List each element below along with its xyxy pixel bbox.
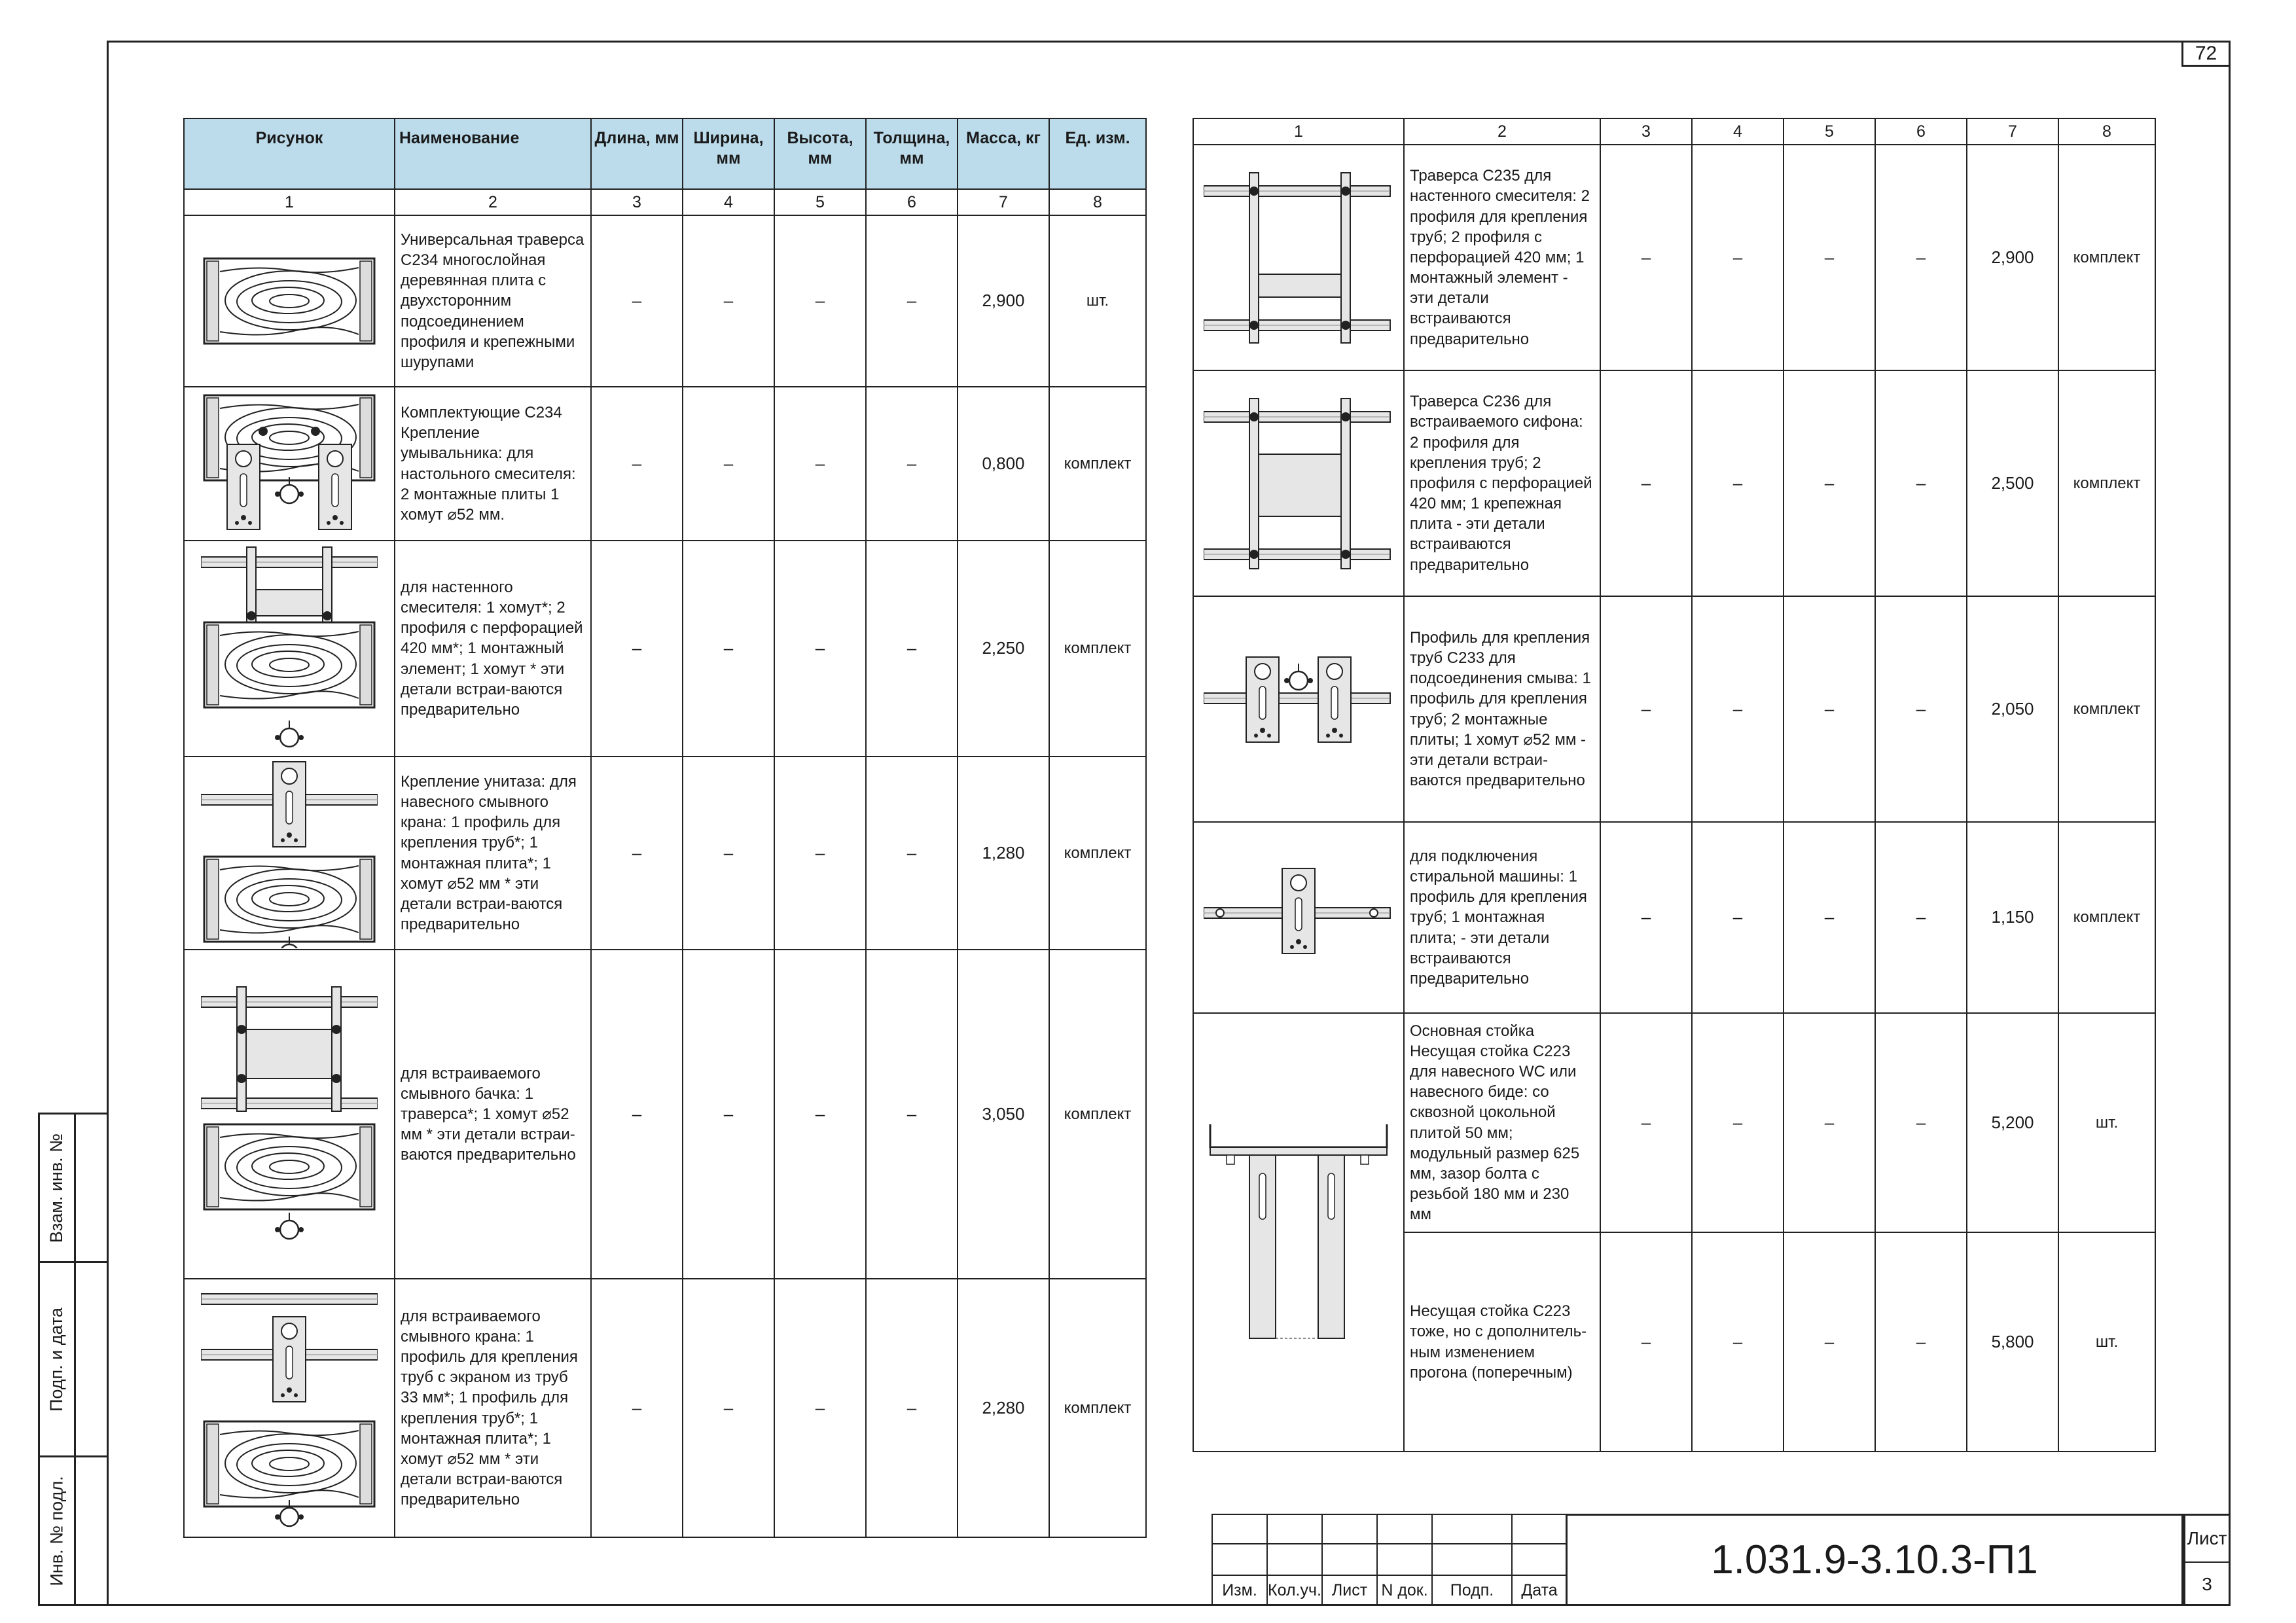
left-colnum-row: [184, 189, 1146, 215]
colnum: 4: [683, 189, 774, 215]
sidebar-inv-label: Инв. № подл.: [46, 1475, 67, 1586]
sidebar-inv: [38, 1455, 109, 1606]
colnum: 8: [2058, 118, 2155, 145]
item-width: –: [683, 757, 774, 950]
header-name: Наименование: [395, 118, 591, 189]
item-thickness: –: [866, 757, 958, 950]
figure-cell: [184, 950, 395, 1279]
traverse-c235-drawing: [1204, 160, 1393, 356]
item-length: –: [1600, 822, 1692, 1013]
tb-label-list: Лист: [1321, 1575, 1378, 1606]
item-width: –: [683, 387, 774, 541]
figure-cell: [184, 757, 395, 950]
item-mass: 2,280: [958, 1279, 1049, 1537]
support-post-c223-drawing: [1204, 1121, 1393, 1344]
item-name: Универсальная траверса С234 многослойная деревянная плита с двухсторонним подсоединением профиля и крепежными шурупами: [395, 215, 591, 387]
header-thickness: Толщина, мм: [866, 118, 958, 189]
item-unit: комплект: [1049, 541, 1146, 757]
item-mass: 2,900: [1967, 145, 2058, 370]
figure-cell: [1193, 822, 1404, 1013]
right-colnum-row: [1193, 118, 2155, 145]
wood-plate-drawing: [201, 255, 378, 347]
item-thickness: –: [1875, 145, 1967, 370]
item-mass: 2,250: [958, 541, 1049, 757]
tb-label-podp: Подп.: [1431, 1575, 1513, 1606]
cistern-fixing-drawing: [201, 984, 378, 1245]
sidebar-podp-label: Подп. и дата: [46, 1307, 67, 1412]
item-name: Комплектующие С234 Крепление умывальника: для настольного смесителя: 2 монтажные плиты 1 хомут ⌀52 мм.: [395, 387, 591, 541]
item-thickness: –: [866, 541, 958, 757]
tb-label-izm: Изм.: [1211, 1575, 1268, 1606]
item-thickness: –: [866, 215, 958, 387]
washing-machine-fixing-drawing: [1204, 855, 1393, 980]
item-width: –: [683, 1279, 774, 1537]
item-width: –: [683, 541, 774, 757]
figure-cell: [184, 541, 395, 757]
item-thickness: –: [1875, 596, 1967, 822]
figure-cell: [184, 387, 395, 541]
table-row: [1193, 596, 2155, 822]
item-length: –: [591, 387, 683, 541]
item-height: –: [774, 541, 866, 757]
item-height: –: [774, 215, 866, 387]
figure-cell: [1193, 596, 1404, 822]
colnum: 3: [1600, 118, 1692, 145]
item-unit: комплект: [1049, 1279, 1146, 1537]
page-number: 72: [2181, 41, 2231, 67]
item-height: –: [774, 1279, 866, 1537]
side-stamp: [38, 1113, 109, 1606]
item-thickness: –: [866, 1279, 958, 1537]
item-length: –: [1600, 1013, 1692, 1232]
item-length: –: [1600, 370, 1692, 596]
item-thickness: –: [866, 950, 958, 1279]
colnum: 7: [1967, 118, 2058, 145]
item-thickness: –: [1875, 370, 1967, 596]
item-unit: шт.: [1049, 215, 1146, 387]
table-row: [1193, 822, 2155, 1013]
item-unit: шт.: [2058, 1013, 2155, 1232]
item-mass: 5,800: [1967, 1232, 2058, 1452]
figure-cell: [184, 1279, 395, 1537]
item-thickness: –: [1875, 1232, 1967, 1452]
table-row: [184, 1279, 1146, 1537]
item-length: –: [1600, 145, 1692, 370]
document-number: 1.031.9-3.10.3-П1: [1566, 1514, 2183, 1606]
item-height: –: [1784, 145, 1875, 370]
item-height: –: [1784, 822, 1875, 1013]
item-name: Профиль для крепления труб С233 для подсоединения смыва: 1 профиль для крепления труб; 2 монтажные плиты; 1 хомут ⌀52 мм - эти детали встраи-ваются предварительно: [1404, 596, 1600, 822]
wc-flush-valve-fixing-drawing: [201, 758, 378, 948]
item-mass: 5,200: [1967, 1013, 2058, 1232]
header-unit: Ед. изм.: [1049, 118, 1146, 189]
sidebar-vzam: [38, 1113, 109, 1263]
item-width: –: [1692, 1013, 1784, 1232]
item-length: –: [591, 757, 683, 950]
item-unit: комплект: [2058, 370, 2155, 596]
item-thickness: –: [1875, 1013, 1967, 1232]
sidebar-vzam-label: Взам. инв. №: [46, 1133, 67, 1243]
item-height: –: [1784, 1013, 1875, 1232]
item-length: –: [591, 541, 683, 757]
colnum: 7: [958, 189, 1049, 215]
item-width: –: [1692, 1232, 1784, 1452]
colnum: 1: [184, 189, 395, 215]
item-width: –: [1692, 822, 1784, 1013]
table-row: [184, 387, 1146, 541]
figure-cell: [184, 215, 395, 387]
traverse-c236-drawing: [1204, 385, 1393, 582]
item-unit: шт.: [2058, 1232, 2155, 1452]
item-mass: 1,280: [958, 757, 1049, 950]
item-height: –: [1784, 370, 1875, 596]
item-length: –: [1600, 1232, 1692, 1452]
tb-label-ndok: N док.: [1376, 1575, 1433, 1606]
item-thickness: –: [866, 387, 958, 541]
item-length: –: [1600, 596, 1692, 822]
item-width: –: [1692, 370, 1784, 596]
table-row: [1193, 1013, 2155, 1232]
table-row: [1193, 370, 2155, 596]
figure-cell: [1193, 370, 1404, 596]
item-name: для встраиваемого смывного крана: 1 профиль для крепления труб с экраном из труб 33 мм*; 1 профиль для крепления труб*; 1 монтажная плита*; 1 хомут ⌀52 мм * эти детали встраи-ваются предварительно: [395, 1279, 591, 1537]
colnum: 1: [1193, 118, 1404, 145]
pipe-profile-c233-drawing: [1204, 644, 1393, 775]
item-name: для подключения стиральной машины: 1 профиль для крепления труб; 1 монтажная плита; - эти детали встраиваются предварительно: [1404, 822, 1600, 1013]
colnum: 4: [1692, 118, 1784, 145]
table-row: [184, 215, 1146, 387]
item-unit: комплект: [2058, 145, 2155, 370]
colnum: 2: [1404, 118, 1600, 145]
header-height: Высота, мм: [774, 118, 866, 189]
item-name: Крепление унитаза: для навесного смывного крана: 1 профиль для крепления труб*; 1 монтажная плита*; 1 хомут ⌀52 мм * эти детали встраи-ваются предварительно: [395, 757, 591, 950]
figure-cell: [1193, 1013, 1404, 1452]
item-name: Основная стойка Несущая стойка С223 для навесного WC или навесного биде: со сквозной цокольной плитой 50 мм; модульный размер 625 мм, зазор болта с резьбой 180 мм и 230 мм: [1404, 1013, 1600, 1232]
item-height: –: [1784, 1232, 1875, 1452]
item-mass: 0,800: [958, 387, 1049, 541]
left-spec-table: [183, 118, 1147, 1538]
item-height: –: [774, 757, 866, 950]
left-header-row: [184, 118, 1146, 189]
item-length: –: [591, 215, 683, 387]
item-width: –: [683, 215, 774, 387]
header-length: Длина, мм: [591, 118, 683, 189]
item-width: –: [1692, 596, 1784, 822]
sidebar-podp: [38, 1261, 109, 1457]
washbasin-fixing-drawing: [201, 392, 378, 536]
item-unit: комплект: [2058, 596, 2155, 822]
item-name: Несущая стойка С223 тоже, но с дополнитель-ным изменением прогона (поперечным): [1404, 1232, 1600, 1452]
colnum: 5: [774, 189, 866, 215]
item-width: –: [683, 950, 774, 1279]
item-name: Траверса С235 для настенного смесителя: 2 профиля для крепления труб; 2 профиля с перфорацией 420 мм; 1 монтажный элемент - эти детали встраиваются предварительно: [1404, 145, 1600, 370]
item-mass: 2,500: [1967, 370, 2058, 596]
colnum: 6: [1875, 118, 1967, 145]
item-mass: 3,050: [958, 950, 1049, 1279]
item-unit: комплект: [1049, 387, 1146, 541]
sheet-number: 3: [2202, 1574, 2212, 1594]
header-figure: Рисунок: [184, 118, 395, 189]
item-name: для встраиваемого смывного бачка: 1 траверса*; 1 хомут ⌀52 мм * эти детали встраи-ваются предварительно: [395, 950, 591, 1279]
sheet-label: Лист: [2185, 1516, 2229, 1563]
colnum: 6: [866, 189, 958, 215]
colnum: 5: [1784, 118, 1875, 145]
item-thickness: –: [1875, 822, 1967, 1013]
item-unit: комплект: [2058, 822, 2155, 1013]
item-unit: комплект: [1049, 757, 1146, 950]
item-mass: 2,900: [958, 215, 1049, 387]
item-mass: 1,150: [1967, 822, 2058, 1013]
figure-cell: [1193, 145, 1404, 370]
tb-label-data: Дата: [1511, 1575, 1568, 1606]
item-unit: комплект: [1049, 950, 1146, 1279]
header-mass: Масса, кг: [958, 118, 1049, 189]
item-height: –: [774, 950, 866, 1279]
colnum: 3: [591, 189, 683, 215]
item-height: –: [774, 387, 866, 541]
item-name: Траверса С236 для встраиваемого сифона: 2 профиля для крепления труб; 2 профиля с перфорацией 420 мм; 1 крепежная плита - эти детали встраиваются предварительно: [1404, 370, 1600, 596]
table-row: [184, 950, 1146, 1279]
right-spec-table: [1193, 118, 2156, 1452]
colnum: 8: [1049, 189, 1146, 215]
header-width: Ширина, мм: [683, 118, 774, 189]
tb-label-koluch: Кол.уч.: [1266, 1575, 1323, 1606]
item-name: для настенного смесителя: 1 хомут*; 2 профиля с перфорацией 420 мм*; 1 монтажный элемент; 1 хомут * эти детали встраи-ваются предварительно: [395, 541, 591, 757]
colnum: 2: [395, 189, 591, 215]
item-width: –: [1692, 145, 1784, 370]
wall-mixer-fixing-drawing: [201, 544, 378, 753]
concealed-flush-valve-drawing: [201, 1284, 378, 1533]
item-mass: 2,050: [1967, 596, 2058, 822]
sheet-box: [2183, 1514, 2231, 1606]
table-row: [184, 757, 1146, 950]
table-row: [1193, 145, 2155, 370]
table-row: [184, 541, 1146, 757]
item-length: –: [591, 950, 683, 1279]
item-length: –: [591, 1279, 683, 1537]
item-height: –: [1784, 596, 1875, 822]
